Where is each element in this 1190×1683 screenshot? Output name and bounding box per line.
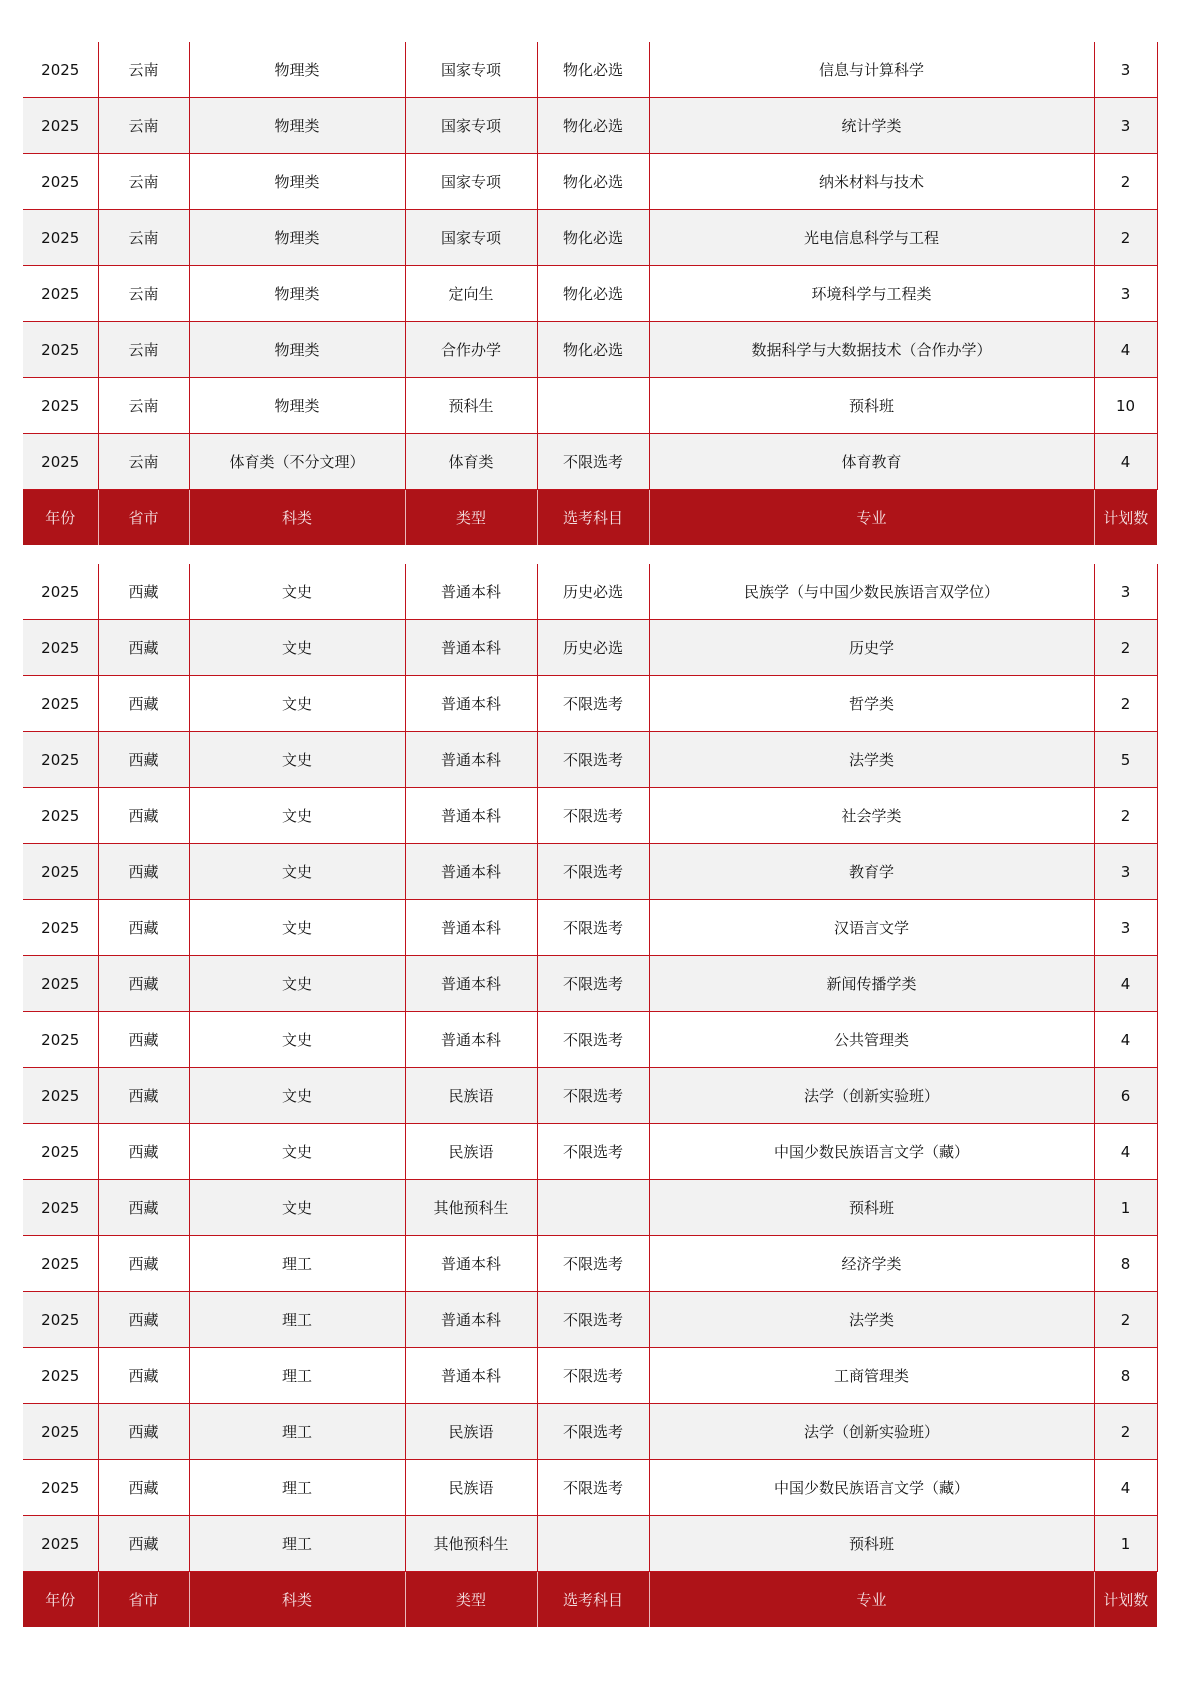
cell-plan-count: 3 [1094, 98, 1157, 154]
table-row [23, 434, 1157, 490]
cell-subject-category: 文史 [189, 620, 405, 676]
header-subject-category: 科类 [189, 490, 405, 546]
cell-admission-type: 其他预科生 [405, 1180, 537, 1236]
cell-year: 2025 [23, 1348, 98, 1404]
cell-required-subjects: 不限选考 [537, 1012, 649, 1068]
cell-admission-type: 预科生 [405, 378, 537, 434]
cell-year: 2025 [23, 1236, 98, 1292]
cell-year: 2025 [23, 1292, 98, 1348]
cell-required-subjects: 不限选考 [537, 1460, 649, 1516]
cell-required-subjects: 物化必选 [537, 210, 649, 266]
cell-required-subjects [537, 1180, 649, 1236]
cell-plan-count: 6 [1094, 1068, 1157, 1124]
cell-subject-category: 文史 [189, 1180, 405, 1236]
cell-major: 历史学 [649, 620, 1094, 676]
cell-admission-type: 国家专项 [405, 98, 537, 154]
cell-subject-category: 物理类 [189, 98, 405, 154]
cell-year: 2025 [23, 434, 98, 490]
table-row [23, 42, 1157, 98]
cell-required-subjects: 物化必选 [537, 42, 649, 98]
cell-province: 西藏 [98, 900, 189, 956]
cell-major: 经济学类 [649, 1236, 1094, 1292]
header-major: 专业 [649, 490, 1094, 546]
header-admission-type: 类型 [405, 1572, 537, 1628]
cell-subject-category: 理工 [189, 1404, 405, 1460]
cell-year: 2025 [23, 98, 98, 154]
table-row [23, 732, 1157, 788]
cell-province: 西藏 [98, 1068, 189, 1124]
cell-major: 纳米材料与技术 [649, 154, 1094, 210]
table-row [23, 1516, 1157, 1572]
cell-province: 云南 [98, 42, 189, 98]
cell-year: 2025 [23, 378, 98, 434]
cell-subject-category: 体育类（不分文理） [189, 434, 405, 490]
table-row [23, 1292, 1157, 1348]
cell-admission-type: 民族语 [405, 1404, 537, 1460]
cell-year: 2025 [23, 322, 98, 378]
cell-subject-category: 物理类 [189, 266, 405, 322]
cell-subject-category: 理工 [189, 1460, 405, 1516]
cell-subject-category: 文史 [189, 732, 405, 788]
table-row [23, 900, 1157, 956]
cell-major: 工商管理类 [649, 1348, 1094, 1404]
cell-province: 云南 [98, 210, 189, 266]
cell-province: 云南 [98, 434, 189, 490]
cell-required-subjects: 历史必选 [537, 620, 649, 676]
cell-year: 2025 [23, 620, 98, 676]
cell-province: 云南 [98, 266, 189, 322]
table-row [23, 154, 1157, 210]
cell-year: 2025 [23, 42, 98, 98]
cell-required-subjects: 不限选考 [537, 1236, 649, 1292]
cell-major: 法学（创新实验班） [649, 1404, 1094, 1460]
table-row [23, 1460, 1157, 1516]
cell-subject-category: 文史 [189, 564, 405, 620]
cell-subject-category: 文史 [189, 788, 405, 844]
header-admission-type: 类型 [405, 490, 537, 546]
cell-required-subjects: 不限选考 [537, 434, 649, 490]
table-body [23, 42, 1157, 545]
cell-major: 汉语言文学 [649, 900, 1094, 956]
cell-required-subjects: 不限选考 [537, 900, 649, 956]
header-province: 省市 [98, 1572, 189, 1628]
cell-required-subjects: 物化必选 [537, 98, 649, 154]
cell-major: 数据科学与大数据技术（合作办学） [649, 322, 1094, 378]
cell-subject-category: 文史 [189, 676, 405, 732]
cell-major: 统计学类 [649, 98, 1094, 154]
cell-major: 法学类 [649, 732, 1094, 788]
cell-major: 社会学类 [649, 788, 1094, 844]
cell-plan-count: 2 [1094, 1404, 1157, 1460]
cell-admission-type: 普通本科 [405, 788, 537, 844]
cell-admission-type: 国家专项 [405, 154, 537, 210]
cell-required-subjects: 不限选考 [537, 956, 649, 1012]
cell-province: 西藏 [98, 1460, 189, 1516]
cell-major: 法学（创新实验班） [649, 1068, 1094, 1124]
table-body [23, 564, 1157, 1627]
cell-subject-category: 文史 [189, 1068, 405, 1124]
cell-plan-count: 3 [1094, 266, 1157, 322]
cell-plan-count: 4 [1094, 956, 1157, 1012]
table-header-row [23, 1572, 1157, 1628]
cell-subject-category: 物理类 [189, 42, 405, 98]
cell-required-subjects: 不限选考 [537, 1124, 649, 1180]
cell-year: 2025 [23, 1124, 98, 1180]
cell-year: 2025 [23, 1460, 98, 1516]
cell-admission-type: 普通本科 [405, 732, 537, 788]
cell-province: 西藏 [98, 956, 189, 1012]
cell-admission-type: 民族语 [405, 1124, 537, 1180]
table-header-row [23, 490, 1157, 546]
table-row [23, 564, 1157, 620]
cell-year: 2025 [23, 788, 98, 844]
cell-province: 西藏 [98, 564, 189, 620]
table-row [23, 378, 1157, 434]
cell-plan-count: 3 [1094, 42, 1157, 98]
cell-required-subjects: 物化必选 [537, 322, 649, 378]
cell-year: 2025 [23, 956, 98, 1012]
table-row [23, 1348, 1157, 1404]
cell-required-subjects: 不限选考 [537, 1348, 649, 1404]
cell-subject-category: 物理类 [189, 322, 405, 378]
cell-admission-type: 普通本科 [405, 564, 537, 620]
cell-subject-category: 理工 [189, 1236, 405, 1292]
cell-plan-count: 1 [1094, 1180, 1157, 1236]
cell-year: 2025 [23, 732, 98, 788]
cell-plan-count: 3 [1094, 844, 1157, 900]
cell-admission-type: 普通本科 [405, 844, 537, 900]
header-year: 年份 [23, 1572, 98, 1628]
cell-admission-type: 合作办学 [405, 322, 537, 378]
cell-plan-count: 2 [1094, 676, 1157, 732]
cell-subject-category: 文史 [189, 844, 405, 900]
cell-admission-type: 国家专项 [405, 210, 537, 266]
cell-major: 光电信息科学与工程 [649, 210, 1094, 266]
header-required-subjects: 选考科目 [537, 490, 649, 546]
cell-admission-type: 普通本科 [405, 676, 537, 732]
cell-admission-type: 普通本科 [405, 1236, 537, 1292]
cell-required-subjects: 不限选考 [537, 788, 649, 844]
cell-subject-category: 物理类 [189, 210, 405, 266]
table-row [23, 98, 1157, 154]
cell-year: 2025 [23, 154, 98, 210]
cell-year: 2025 [23, 676, 98, 732]
cell-plan-count: 4 [1094, 1124, 1157, 1180]
cell-admission-type: 普通本科 [405, 900, 537, 956]
cell-required-subjects: 不限选考 [537, 1068, 649, 1124]
enrollment-plan-table-xizang [23, 564, 1158, 1627]
table-row [23, 620, 1157, 676]
cell-year: 2025 [23, 1068, 98, 1124]
cell-plan-count: 3 [1094, 564, 1157, 620]
cell-year: 2025 [23, 1404, 98, 1460]
cell-subject-category: 理工 [189, 1516, 405, 1572]
cell-admission-type: 普通本科 [405, 1348, 537, 1404]
cell-province: 西藏 [98, 788, 189, 844]
cell-required-subjects: 不限选考 [537, 732, 649, 788]
cell-major: 法学类 [649, 1292, 1094, 1348]
cell-plan-count: 2 [1094, 154, 1157, 210]
cell-major: 预科班 [649, 378, 1094, 434]
cell-province: 西藏 [98, 1180, 189, 1236]
cell-admission-type: 普通本科 [405, 1292, 537, 1348]
cell-required-subjects: 物化必选 [537, 266, 649, 322]
cell-required-subjects: 历史必选 [537, 564, 649, 620]
cell-major: 公共管理类 [649, 1012, 1094, 1068]
table-row [23, 1404, 1157, 1460]
cell-subject-category: 理工 [189, 1292, 405, 1348]
table-row [23, 1012, 1157, 1068]
cell-major: 中国少数民族语言文学（藏） [649, 1460, 1094, 1516]
cell-admission-type: 普通本科 [405, 956, 537, 1012]
header-plan-count: 计划数 [1094, 1572, 1157, 1628]
table-row [23, 1124, 1157, 1180]
cell-province: 西藏 [98, 732, 189, 788]
cell-major: 预科班 [649, 1180, 1094, 1236]
cell-subject-category: 物理类 [189, 154, 405, 210]
cell-plan-count: 4 [1094, 1012, 1157, 1068]
table-row [23, 956, 1157, 1012]
cell-plan-count: 8 [1094, 1236, 1157, 1292]
cell-province: 西藏 [98, 1292, 189, 1348]
cell-major: 教育学 [649, 844, 1094, 900]
table-row [23, 844, 1157, 900]
cell-year: 2025 [23, 1012, 98, 1068]
cell-province: 西藏 [98, 1404, 189, 1460]
cell-required-subjects: 物化必选 [537, 154, 649, 210]
cell-required-subjects [537, 1516, 649, 1572]
cell-province: 云南 [98, 154, 189, 210]
cell-year: 2025 [23, 1516, 98, 1572]
cell-plan-count: 8 [1094, 1348, 1157, 1404]
header-year: 年份 [23, 490, 98, 546]
cell-year: 2025 [23, 900, 98, 956]
cell-plan-count: 4 [1094, 1460, 1157, 1516]
cell-admission-type: 其他预科生 [405, 1516, 537, 1572]
cell-subject-category: 物理类 [189, 378, 405, 434]
cell-major: 哲学类 [649, 676, 1094, 732]
cell-admission-type: 民族语 [405, 1460, 537, 1516]
table-row [23, 210, 1157, 266]
cell-province: 西藏 [98, 620, 189, 676]
cell-plan-count: 2 [1094, 1292, 1157, 1348]
cell-year: 2025 [23, 1180, 98, 1236]
table-row [23, 1068, 1157, 1124]
cell-required-subjects: 不限选考 [537, 676, 649, 732]
cell-province: 西藏 [98, 676, 189, 732]
table-row [23, 788, 1157, 844]
cell-year: 2025 [23, 844, 98, 900]
cell-required-subjects: 不限选考 [537, 1292, 649, 1348]
cell-plan-count: 2 [1094, 620, 1157, 676]
table-row [23, 676, 1157, 732]
cell-subject-category: 文史 [189, 1124, 405, 1180]
cell-major: 环境科学与工程类 [649, 266, 1094, 322]
cell-admission-type: 普通本科 [405, 620, 537, 676]
header-province: 省市 [98, 490, 189, 546]
header-plan-count: 计划数 [1094, 490, 1157, 546]
cell-province: 云南 [98, 322, 189, 378]
cell-major: 民族学（与中国少数民族语言双学位） [649, 564, 1094, 620]
cell-province: 云南 [98, 378, 189, 434]
cell-plan-count: 2 [1094, 210, 1157, 266]
cell-admission-type: 体育类 [405, 434, 537, 490]
cell-plan-count: 1 [1094, 1516, 1157, 1572]
cell-plan-count: 3 [1094, 900, 1157, 956]
cell-subject-category: 文史 [189, 1012, 405, 1068]
header-required-subjects: 选考科目 [537, 1572, 649, 1628]
cell-major: 中国少数民族语言文学（藏） [649, 1124, 1094, 1180]
cell-major: 预科班 [649, 1516, 1094, 1572]
table-row [23, 1236, 1157, 1292]
cell-year: 2025 [23, 266, 98, 322]
cell-major: 新闻传播学类 [649, 956, 1094, 1012]
cell-admission-type: 民族语 [405, 1068, 537, 1124]
cell-admission-type: 定向生 [405, 266, 537, 322]
table-row [23, 1180, 1157, 1236]
cell-required-subjects: 不限选考 [537, 844, 649, 900]
cell-province: 西藏 [98, 1348, 189, 1404]
cell-required-subjects [537, 378, 649, 434]
cell-year: 2025 [23, 210, 98, 266]
cell-province: 西藏 [98, 1516, 189, 1572]
cell-plan-count: 4 [1094, 434, 1157, 490]
cell-major: 信息与计算科学 [649, 42, 1094, 98]
table-row [23, 322, 1157, 378]
cell-province: 西藏 [98, 1236, 189, 1292]
cell-province: 西藏 [98, 1012, 189, 1068]
header-subject-category: 科类 [189, 1572, 405, 1628]
cell-admission-type: 普通本科 [405, 1012, 537, 1068]
cell-province: 云南 [98, 98, 189, 154]
cell-admission-type: 国家专项 [405, 42, 537, 98]
table-row [23, 266, 1157, 322]
header-major: 专业 [649, 1572, 1094, 1628]
cell-subject-category: 文史 [189, 900, 405, 956]
cell-plan-count: 5 [1094, 732, 1157, 788]
cell-subject-category: 理工 [189, 1348, 405, 1404]
cell-plan-count: 2 [1094, 788, 1157, 844]
cell-plan-count: 4 [1094, 322, 1157, 378]
cell-subject-category: 文史 [189, 956, 405, 1012]
cell-year: 2025 [23, 564, 98, 620]
cell-province: 西藏 [98, 1124, 189, 1180]
cell-required-subjects: 不限选考 [537, 1404, 649, 1460]
cell-province: 西藏 [98, 844, 189, 900]
enrollment-plan-table-yunnan [23, 42, 1158, 545]
cell-major: 体育教育 [649, 434, 1094, 490]
cell-plan-count: 10 [1094, 378, 1157, 434]
